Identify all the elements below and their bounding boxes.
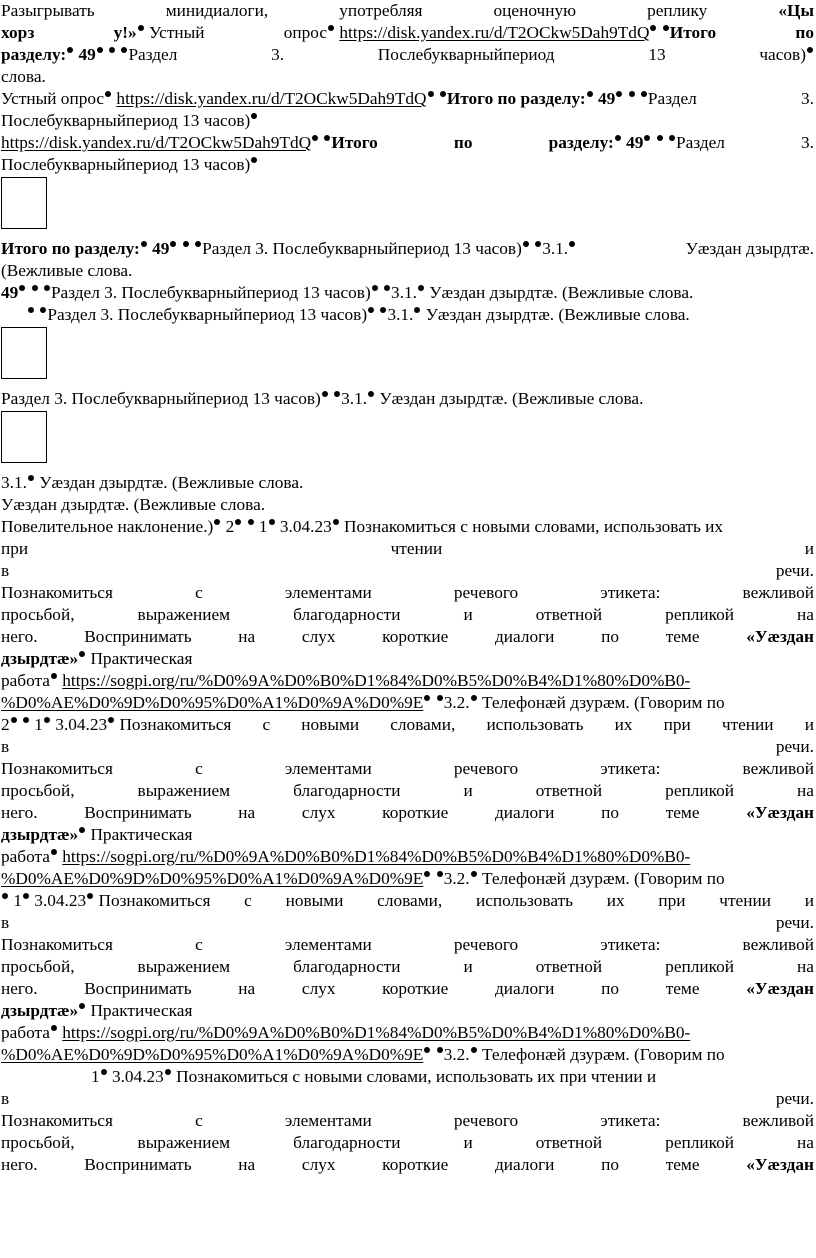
bullet-icon bbox=[51, 849, 57, 855]
bullet-icon bbox=[535, 241, 541, 247]
bullet-icon bbox=[368, 307, 374, 313]
bullet-icon bbox=[440, 91, 446, 97]
text-line: просьбой, выражением благодарности и ответной репликой на bbox=[1, 781, 814, 800]
bullet-icon bbox=[195, 241, 201, 247]
bullet-icon bbox=[108, 717, 114, 723]
image-placeholder bbox=[1, 327, 47, 379]
bullet-icon bbox=[269, 519, 275, 525]
text-line: 2 1 3.04.23 Познакомиться с новыми словами, использовать их при чтении и bbox=[1, 715, 814, 734]
bullet-icon bbox=[51, 1025, 57, 1031]
sogpi-link[interactable]: https://sogpi.org/ru/%D0%9A%D0%B0%D1%84%D0%B5%D0%B4%D1%80%D0%B0- bbox=[62, 671, 691, 690]
text-line: Познакомиться с элементами речевого этикета: вежливой bbox=[1, 935, 814, 954]
bullet-icon bbox=[248, 519, 254, 525]
text-line: 1 3.04.23 Познакомиться с новыми словами, использовать их при чтении и bbox=[1, 890, 814, 912]
bullet-icon bbox=[141, 241, 147, 247]
bullet-icon bbox=[418, 285, 424, 291]
bullet-icon bbox=[669, 135, 675, 141]
bullet-icon bbox=[11, 717, 17, 723]
text-line: Раздел 3. Послебукварныйпериод 13 часов) 3.1. Уæздан дзырдтæ. (Вежливые слова. bbox=[1, 304, 814, 326]
bullet-icon bbox=[424, 695, 430, 701]
bullet-icon bbox=[372, 285, 378, 291]
text-line: Повелительное наклонение.) 2 1 3.04.23 Познакомиться с новыми словами, использовать их bbox=[1, 517, 724, 536]
bullet-icon bbox=[67, 47, 73, 53]
bullet-icon bbox=[424, 1047, 430, 1053]
bullet-icon bbox=[324, 135, 330, 141]
bullet-icon bbox=[424, 871, 430, 877]
bullet-icon bbox=[251, 113, 257, 119]
bullet-icon bbox=[629, 91, 635, 97]
bullet-icon bbox=[428, 91, 434, 97]
bullet-icon bbox=[641, 91, 647, 97]
disk-link[interactable]: https://disk.yandex.ru/d/T2OCkw5Dah9TdQ bbox=[339, 23, 650, 42]
bullet-icon bbox=[19, 285, 25, 291]
bullet-icon bbox=[121, 47, 127, 53]
text-line: Познакомиться с элементами речевого этикета: вежливой bbox=[1, 583, 814, 602]
text-line: работа https://sogpi.org/ru/%D0%9A%D0%B0%D1%84%D0%B5%D0%B4%D1%80%D0%B0- bbox=[1, 847, 691, 866]
bullet-icon bbox=[2, 893, 8, 899]
text-line: него. Воспринимать на слух короткие диалоги по теме «Уæздан bbox=[1, 979, 814, 998]
bullet-icon bbox=[183, 241, 189, 247]
sogpi-link[interactable]: %D0%AE%D0%9D%D0%95%D0%A1%D0%9A%D0%9E bbox=[1, 1045, 424, 1064]
bullet-icon bbox=[97, 47, 103, 53]
text-line: Разыгрывать минидиалоги, употребляя оценочную реплику «Цы bbox=[1, 1, 814, 20]
text-line: работа https://sogpi.org/ru/%D0%9A%D0%B0%D1%84%D0%B5%D0%B4%D1%80%D0%B0- bbox=[1, 1023, 691, 1042]
bullet-icon bbox=[312, 135, 318, 141]
bullet-icon bbox=[471, 1047, 477, 1053]
bullet-icon bbox=[251, 157, 257, 163]
bullet-icon bbox=[170, 241, 176, 247]
bullet-icon bbox=[214, 519, 220, 525]
sogpi-link[interactable]: %D0%AE%D0%9D%D0%95%D0%A1%D0%9A%D0%9E bbox=[1, 869, 424, 888]
sogpi-link[interactable]: %D0%AE%D0%9D%D0%95%D0%A1%D0%9A%D0%9E bbox=[1, 693, 424, 712]
bullet-icon bbox=[569, 241, 575, 247]
bullet-icon bbox=[663, 25, 669, 31]
text-line: 3.1. Уæздан дзырдтæ. (Вежливые слова. bbox=[1, 473, 304, 492]
text-line: просьбой, выражением благодарности и ответной репликой на bbox=[1, 957, 814, 976]
text-line: (Вежливые слова. bbox=[1, 261, 133, 280]
text-line: https://disk.yandex.ru/d/T2OCkw5Dah9TdQ Итого по разделу: 49 Раздел 3. bbox=[1, 133, 814, 152]
text-line: просьбой, выражением благодарности и ответной репликой на bbox=[1, 605, 814, 624]
bullet-icon bbox=[23, 717, 29, 723]
text-line: слова. bbox=[1, 67, 46, 86]
text-line: просьбой, выражением благодарности и ответной репликой на bbox=[1, 1133, 814, 1152]
bullet-icon bbox=[79, 1003, 85, 1009]
bullet-icon bbox=[437, 695, 443, 701]
text-line: в речи. bbox=[1, 561, 814, 580]
text-line: Познакомиться с элементами речевого этикета: вежливой bbox=[1, 1111, 814, 1130]
text-line: него. Воспринимать на слух короткие диалоги по теме «Уæздан bbox=[1, 803, 814, 822]
bullet-icon bbox=[615, 135, 621, 141]
bullet-icon bbox=[28, 307, 34, 313]
text-line: %D0%AE%D0%9D%D0%95%D0%A1%D0%9A%D0%9E 3.2. Телефонæй дзурæм. (Говорим по bbox=[1, 1045, 725, 1064]
sogpi-link[interactable]: https://sogpi.org/ru/%D0%9A%D0%B0%D1%84%D0%B5%D0%B4%D1%80%D0%B0- bbox=[62, 847, 691, 866]
bullet-icon bbox=[79, 651, 85, 657]
bullet-icon bbox=[471, 695, 477, 701]
bullet-icon bbox=[523, 241, 529, 247]
text-line: в речи. bbox=[1, 737, 814, 756]
image-placeholder bbox=[1, 411, 47, 463]
bullet-icon bbox=[109, 47, 115, 53]
text-line: 1 3.04.23 Познакомиться с новыми словами, использовать их при чтении и bbox=[91, 1067, 657, 1086]
text-line: дзырдтæ» Практическая bbox=[1, 825, 193, 844]
bullet-icon bbox=[101, 1069, 107, 1075]
bullet-icon bbox=[644, 135, 650, 141]
text-line: Уæздан дзырдтæ. (Вежливые слова. bbox=[1, 495, 266, 514]
text-line: %D0%AE%D0%9D%D0%95%D0%A1%D0%9A%D0%9E 3.2. Телефонæй дзурæм. (Говорим по bbox=[1, 693, 725, 712]
bullet-icon bbox=[384, 285, 390, 291]
text-line: Послебукварныйпериод 13 часов) bbox=[1, 110, 814, 132]
document-page bbox=[1, 0, 814, 1176]
text-line: разделу: 49 Раздел 3. Послебукварныйпериод 13 часов) bbox=[1, 44, 814, 66]
image-placeholder bbox=[1, 177, 47, 229]
bullet-icon bbox=[44, 285, 50, 291]
bullet-icon bbox=[40, 307, 46, 313]
bullet-icon bbox=[657, 135, 663, 141]
sogpi-link[interactable]: https://sogpi.org/ru/%D0%9A%D0%B0%D1%84%D0%B5%D0%B4%D1%80%D0%B0- bbox=[62, 1023, 691, 1042]
text-line: Раздел 3. Послебукварныйпериод 13 часов) 3.1. Уæздан дзырдтæ. (Вежливые слова. bbox=[1, 389, 644, 408]
bullet-icon bbox=[437, 871, 443, 877]
text-line: в речи. bbox=[1, 1089, 814, 1108]
text-line: него. Воспринимать на слух короткие диалоги по теме «Уæздан bbox=[1, 627, 814, 646]
bullet-icon bbox=[650, 25, 656, 31]
bullet-icon bbox=[414, 307, 420, 313]
text-line: Послебукварныйпериод 13 часов) bbox=[1, 154, 814, 176]
bullet-icon bbox=[328, 25, 334, 31]
bullet-icon bbox=[28, 475, 34, 481]
text-line: работа https://sogpi.org/ru/%D0%9A%D0%B0%D1%84%D0%B5%D0%B4%D1%80%D0%B0- bbox=[1, 671, 691, 690]
text-line: дзырдтæ» Практическая bbox=[1, 649, 193, 668]
bullet-icon bbox=[138, 25, 144, 31]
bullet-icon bbox=[587, 91, 593, 97]
bullet-icon bbox=[807, 47, 813, 53]
bullet-icon bbox=[44, 717, 50, 723]
bullet-icon bbox=[165, 1069, 171, 1075]
bullet-icon bbox=[51, 673, 57, 679]
bullet-icon bbox=[23, 893, 29, 899]
text-line: %D0%AE%D0%9D%D0%95%D0%A1%D0%9A%D0%9E 3.2. Телефонæй дзурæм. (Говорим по bbox=[1, 869, 725, 888]
bullet-icon bbox=[471, 871, 477, 877]
bullet-icon bbox=[334, 391, 340, 397]
bullet-icon bbox=[368, 391, 374, 397]
text-line: Познакомиться с элементами речевого этикета: вежливой bbox=[1, 759, 814, 778]
bullet-icon bbox=[235, 519, 241, 525]
bullet-icon bbox=[79, 827, 85, 833]
text-line: дзырдтæ» Практическая bbox=[1, 1001, 193, 1020]
text-line: Итого по разделу: 49 Раздел 3. Послебукварныйпериод 13 часов) 3.1. Уæздан дзырдтæ. bbox=[1, 239, 814, 258]
bullet-icon bbox=[333, 519, 339, 525]
bullet-icon bbox=[32, 285, 38, 291]
text-line: хорз у!» Устный опрос https://disk.yandex.ru/d/T2OCkw5Dah9TdQ Итого по bbox=[1, 23, 814, 42]
bullet-icon bbox=[105, 91, 111, 97]
text-line: него. Воспринимать на слух короткие диалоги по теме «Уæздан bbox=[1, 1155, 814, 1174]
text-line: 49 Раздел 3. Послебукварныйпериод 13 часов) 3.1. Уæздан дзырдтæ. (Вежливые слова. bbox=[1, 283, 694, 302]
disk-link[interactable]: https://disk.yandex.ru/d/T2OCkw5Dah9TdQ bbox=[116, 89, 427, 108]
text-line: в речи. bbox=[1, 913, 814, 932]
bullet-icon bbox=[380, 307, 386, 313]
bullet-icon bbox=[87, 893, 93, 899]
bullet-icon bbox=[437, 1047, 443, 1053]
text-line: при чтении и bbox=[1, 539, 814, 558]
bullet-icon bbox=[616, 91, 622, 97]
disk-link[interactable]: https://disk.yandex.ru/d/T2OCkw5Dah9TdQ bbox=[1, 133, 312, 152]
bullet-icon bbox=[322, 391, 328, 397]
text-line: Устный опрос https://disk.yandex.ru/d/T2OCkw5Dah9TdQ Итого по разделу: 49 Раздел 3. bbox=[1, 89, 814, 108]
